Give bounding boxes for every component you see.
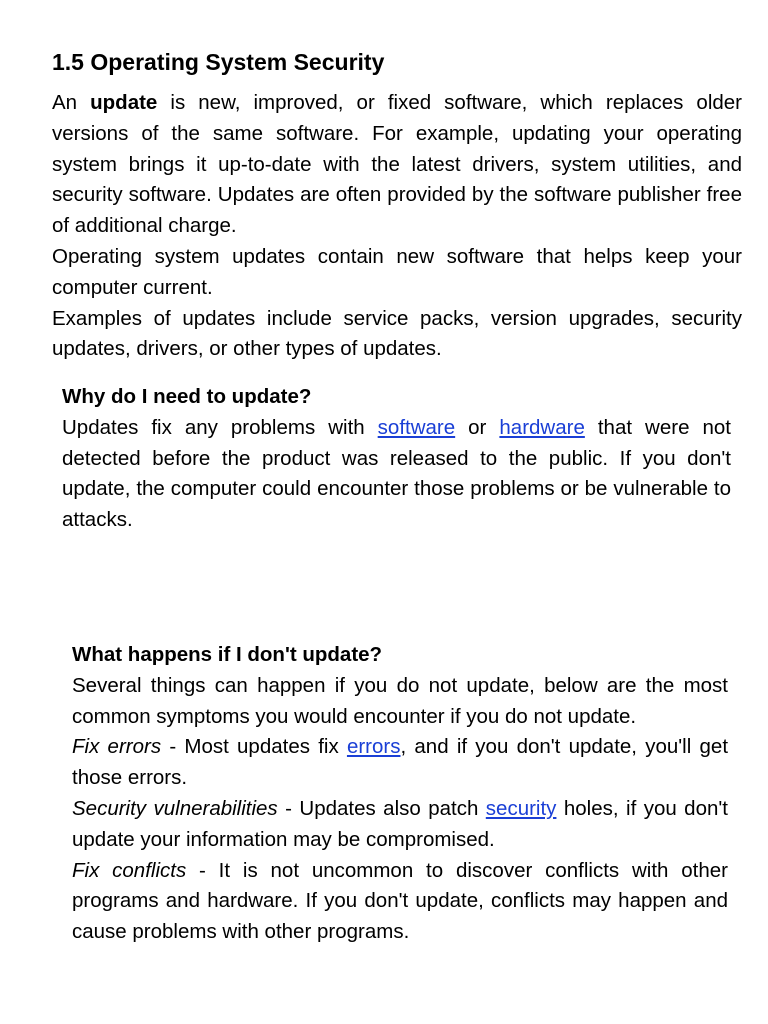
intro-p1-rest: is new, improved, or fixed software, which replaces older versions of the same software. For example, updating your operating system brings it up-to-date with the latest drivers, system utilities, and security software. Updates are often provided by the software publisher free of additional charge. (52, 91, 742, 238)
fix-errors-text-before: - Most updates fix (169, 735, 339, 759)
intro-paragraph-2: Operating system updates contain new software that helps keep your computer current. (52, 244, 742, 299)
fix-errors-item (72, 732, 728, 794)
hardware-link[interactable]: hardware (499, 415, 585, 439)
security-text-before: - Updates also patch (285, 796, 479, 820)
what-happens-section (72, 640, 728, 948)
fix-errors-term: Fix errors (72, 735, 162, 759)
fix-errors-text-after: , and if you don't update, you'll get those errors. (72, 735, 729, 790)
fix-conflicts-text: - It is not uncommon to discover conflicts with other programs and hardware. If you don't update, conflicts may happen and cause problems with other programs. (72, 858, 728, 944)
why-update-section (62, 382, 731, 536)
fix-conflicts-term: Fix conflicts (72, 858, 187, 882)
intro-paragraph-1 (52, 88, 742, 242)
security-vulnerabilities-term: Security vulnerabilities (72, 796, 278, 820)
security-link[interactable]: security (485, 796, 557, 820)
errors-link[interactable]: errors (346, 735, 401, 759)
section-title: 1.5 Operating System Security (52, 49, 385, 75)
why-text-start: Updates fix any problems with (62, 415, 365, 439)
why-text-rest: that were not detected before the product was released to the public. If you don't update, the computer could encounter those problems or be vulnerable to attacks. (62, 415, 731, 532)
intro-paragraph-3: Examples of updates include service packs, version upgrades, security updates, drivers, or other types of updates. (52, 306, 742, 361)
security-vulnerabilities-item (72, 794, 728, 856)
intro-p1-start: An (52, 91, 78, 114)
software-link[interactable]: software (377, 415, 456, 439)
intro-section (52, 88, 742, 365)
fix-conflicts-item (72, 856, 728, 948)
why-update-paragraph (62, 413, 731, 536)
security-text-after: holes, if you don't update your information may be compromised. (72, 796, 728, 851)
why-update-heading: Why do I need to update? (62, 385, 312, 408)
what-happens-heading: What happens if I don't update? (72, 643, 383, 666)
what-happens-intro: Several things can happen if you do not update, below are the most common symptoms you would encounter if you do not update. (72, 673, 728, 728)
update-term: update (90, 91, 158, 114)
why-text-or: or (468, 415, 487, 439)
